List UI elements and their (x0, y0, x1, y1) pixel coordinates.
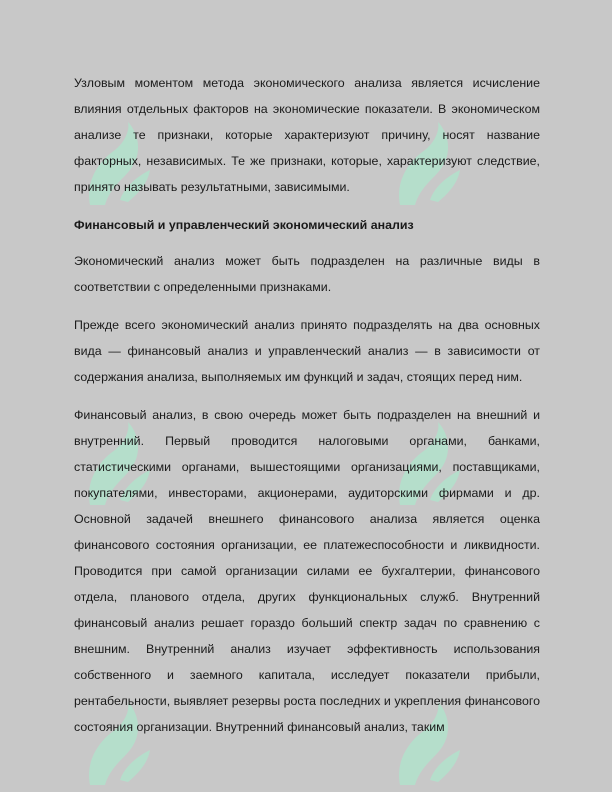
paragraph-financial-managerial: Прежде всего экономический анализ принято подразделять на два основных вида — финансовый анализ и управленческий анализ — в зависимости от содержания анализа, выполняемых им функций и задач, стоящих перед ним. (74, 318, 540, 384)
document-body (74, 70, 540, 752)
paragraph-factor-analysis: Узловым моментом метода экономического анализа является исчисление влияния отдельных факторов на экономические показатели. В экономическом анализе те признаки, которые характеризуют причину, носят название факторных, независимых. Те же признаки, которые, характеризуют следствие, принято называть результатными, зависимыми. (74, 76, 540, 194)
paragraph-financial-analysis: Финансовый анализ, в свою очередь может быть подразделен на внешний и внутренний. Первый проводится налоговыми органами, банками, статистическими органами, вышестоящими организациями, поставщиками, покупателями, инвесторами, акционерами, аудиторскими фирмами и др. Основной задачей внешнего финансового анализа является оценка финансового состояния организации, ее платежеспособности и ликвидности. Проводится при самой организации силами ее бухгалтерии, финансового отдела, планового отдела, других функциональных служб. Внутренний финансовый анализ решает гораздо больший спектр задач по сравнению с внешним. Внутренний анализ изучает эффективность использования собственного и заемного капитала, исследует показатели прибыли, рентабельности, выявляет резервы роста последних и укрепления финансового состояния организации. Внутренний финансовый анализ, таким (74, 408, 540, 734)
section-heading: Финансовый и управленческий экономический анализ (74, 218, 414, 232)
paragraph-analysis-types: Экономический анализ может быть подразделен на различные виды в соответствии с определенными признаками. (74, 254, 540, 294)
